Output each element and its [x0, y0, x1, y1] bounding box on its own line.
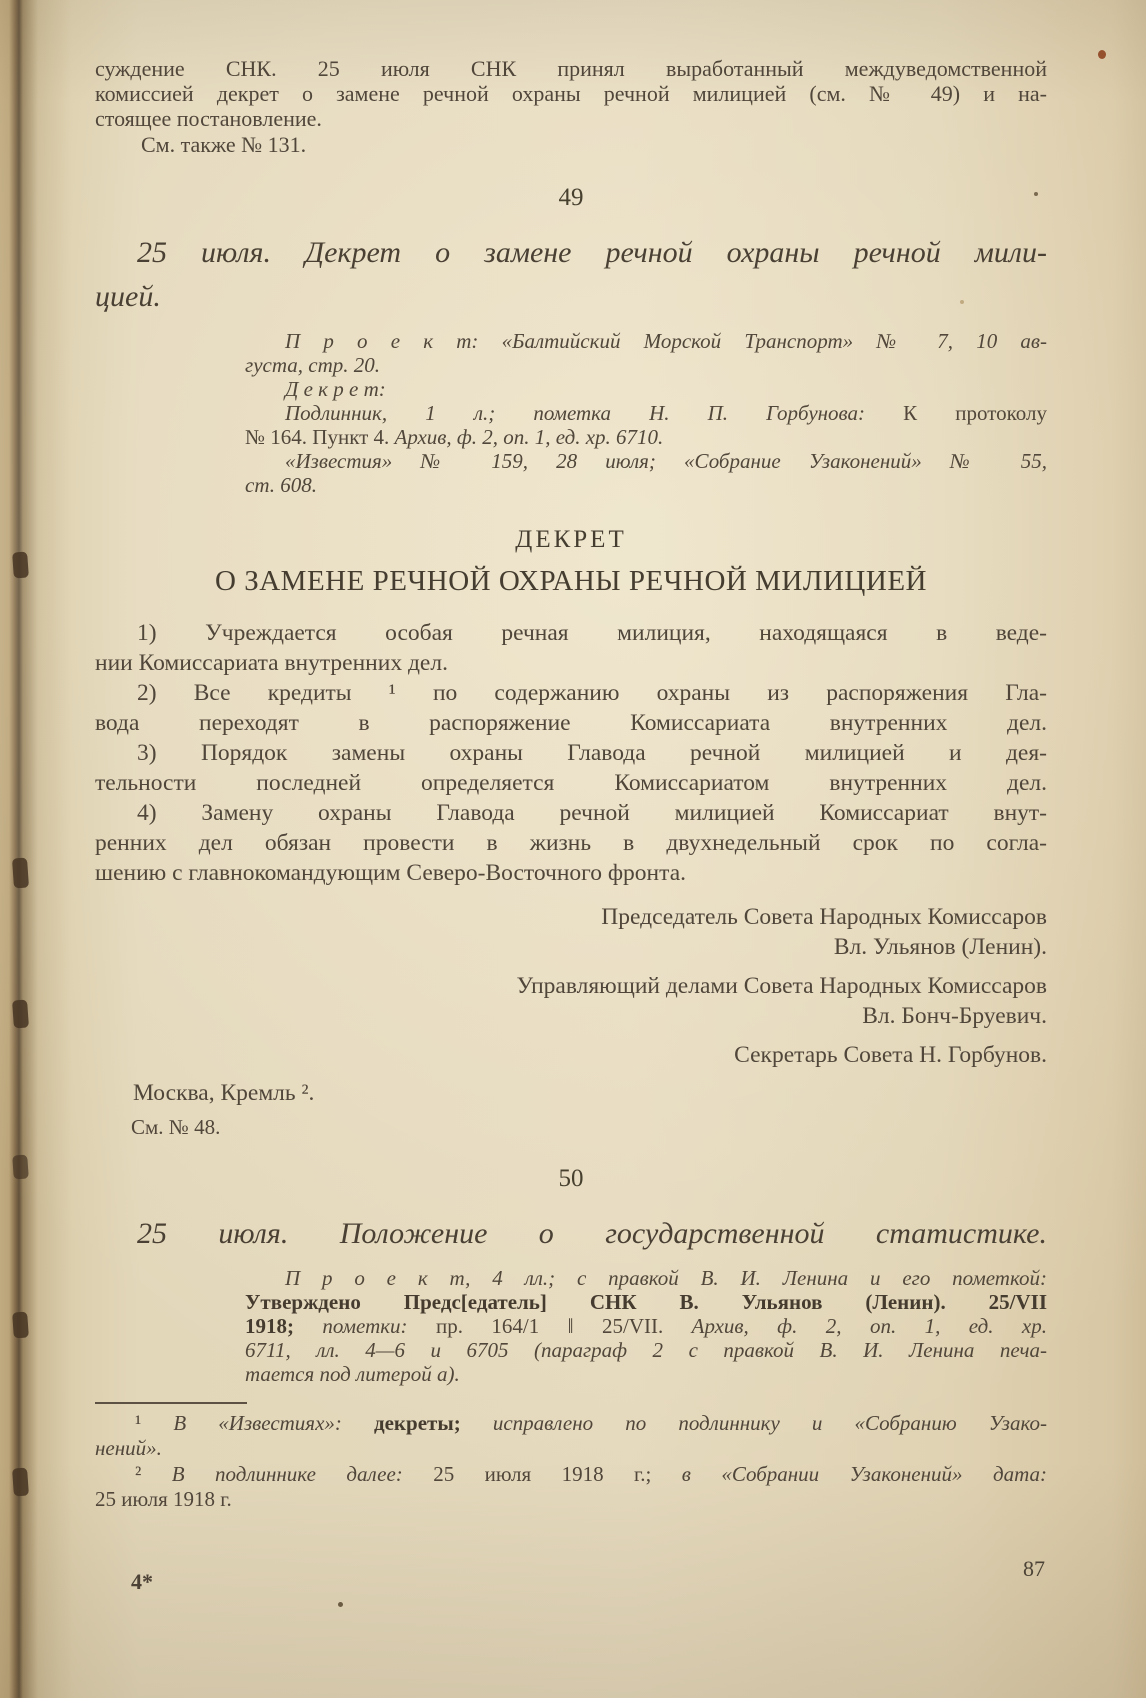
text-line: Д е к р е т:: [285, 377, 386, 401]
text-line: П р о е к т: «Балтийский Морской Транспорт» № 7, 10 ав-: [285, 329, 1047, 353]
binding-stitch: [12, 1312, 29, 1339]
text-line: Утверждено Предс[едатель] СНК В. Ульянов (Ленин). 25/VII: [245, 1290, 1047, 1314]
entry-heading-49: [95, 231, 1047, 319]
quire-signature-mark: 4*: [131, 1569, 153, 1594]
signature-title: Секретарь Совета Н. Горбунов.: [734, 1042, 1047, 1068]
decree-item-line: шению с главнокомандующим Северо-Восточного фронта.: [95, 860, 686, 886]
paper-speck: [1098, 50, 1106, 59]
decree-item-line: 4) Замену охраны Главода речной милицией Комиссариат внут-: [137, 800, 1047, 826]
footnote-1: [95, 1411, 1047, 1461]
text-line: № 164. Пункт 4. Архив, ф. 2, оп. 1, ед. хр. 6710.: [245, 425, 664, 449]
binding-stitch: [12, 1155, 29, 1180]
text-line: густа, стр. 20.: [245, 353, 380, 377]
signature-block-manager: [95, 971, 1047, 1031]
decree-item-line: 1) Учреждается особая речная милиция, находящаяся в веде-: [137, 620, 1047, 646]
text-line: 25 июля 1918 г.: [95, 1487, 232, 1511]
decree-subtitle: О ЗАМЕНЕ РЕЧНОЙ ОХРАНЫ РЕЧНОЙ МИЛИЦИЕЙ: [215, 565, 927, 597]
binding-stitch: [12, 1468, 29, 1497]
text-line: тается под литерой а).: [245, 1362, 460, 1386]
text-line: суждение СНК. 25 июля СНК принял выработанный междуведомственной: [95, 56, 1047, 81]
commentary-paragraph: [95, 56, 1047, 131]
binding-stitch: [12, 858, 29, 889]
text-line: ст. 608.: [245, 473, 317, 497]
decree-item-line: вода переходят в распоряжение Комиссариата внутренних дел.: [95, 710, 1047, 736]
decree-item-line: ренних дел обязан провести в жизнь в двухнедельный срок по согла-: [95, 830, 1047, 856]
see-also-note: См. также № 131.: [141, 132, 307, 157]
see-reference: См. № 48.: [131, 1115, 221, 1139]
paper-speck: [338, 1602, 343, 1607]
page-number: 87: [1023, 1556, 1045, 1581]
text-line: цией.: [95, 280, 161, 313]
text-column: [95, 0, 1047, 1512]
signature-name: Вл. Бонч-Бруевич.: [862, 1003, 1047, 1029]
footnote-divider: [95, 1402, 247, 1404]
binding-stitch: [12, 552, 29, 579]
source-block-49: [245, 329, 1047, 497]
signature-title: Управляющий делами Совета Народных Комиссаров: [516, 973, 1047, 999]
decree-item-line: нии Комиссариата внутренних дел.: [95, 650, 448, 676]
footnotes-section: [95, 1411, 1047, 1512]
text-line: ¹ В «Известиях»: декреты; исправлено по подлиннику и «Собранию Узако-: [135, 1411, 1048, 1435]
entry-number-50: 50: [558, 1165, 584, 1192]
text-line: комиссией декрет о замене речной охраны речной милицией (см. № 49) и на-: [95, 81, 1047, 106]
place-date-line: Москва, Кремль ².: [133, 1080, 315, 1106]
signature-title: Председатель Совета Народных Комиссаров: [601, 904, 1047, 930]
text-line: 6711, лл. 4—6 и 6705 (параграф 2 с правкой В. И. Ленина печа-: [245, 1338, 1047, 1362]
text-line: 1918; пометки: пр. 164/1 ‖ 25/VII. Архив, ф. 2, оп. 1, ед. хр.: [245, 1314, 1047, 1338]
signature-name: Вл. Ульянов (Ленин).: [833, 934, 1047, 960]
signature-block-secretary: [95, 1040, 1047, 1070]
footnote-2: [95, 1462, 1047, 1512]
signature-block-chairman: [95, 902, 1047, 962]
text-line: нений».: [95, 1436, 162, 1460]
decree-body: [95, 618, 1047, 888]
text-line: П р о е к т, 4 лл.; с правкой В. И. Ленина и его пометкой:: [285, 1266, 1047, 1290]
entry-number-49: 49: [558, 184, 584, 211]
text-line: 25 июля. Декрет о замене речной охраны речной мили-: [137, 236, 1047, 269]
text-line: 25 июля. Положение о государственной статистике.: [137, 1217, 1047, 1250]
text-line: Подлинник, 1 л.; пометка Н. П. Горбунова: К протоколу: [285, 401, 1047, 425]
source-block-50: [245, 1266, 1047, 1386]
text-line: ² В подлиннике далее: 25 июля 1918 г.; в «Собрании Узаконений» дата:: [135, 1462, 1048, 1486]
entry-heading-50: [95, 1212, 1047, 1256]
page-footer: [95, 1556, 1045, 1594]
decree-title: ДЕКРЕТ: [515, 526, 627, 553]
decree-item-line: тельности последней определяется Комиссариатом внутренних дел.: [95, 770, 1047, 796]
text-line: стоящее постановление.: [95, 106, 322, 131]
decree-item-line: 3) Порядок замены охраны Главода речной милицией и дея-: [137, 740, 1047, 766]
text-line: «Известия» № 159, 28 июля; «Собрание Узаконений» № 55,: [285, 449, 1047, 473]
decree-item-line: 2) Все кредиты ¹ по содержанию охраны из распоряжения Гла-: [137, 680, 1047, 706]
binding-stitch: [12, 1000, 29, 1029]
